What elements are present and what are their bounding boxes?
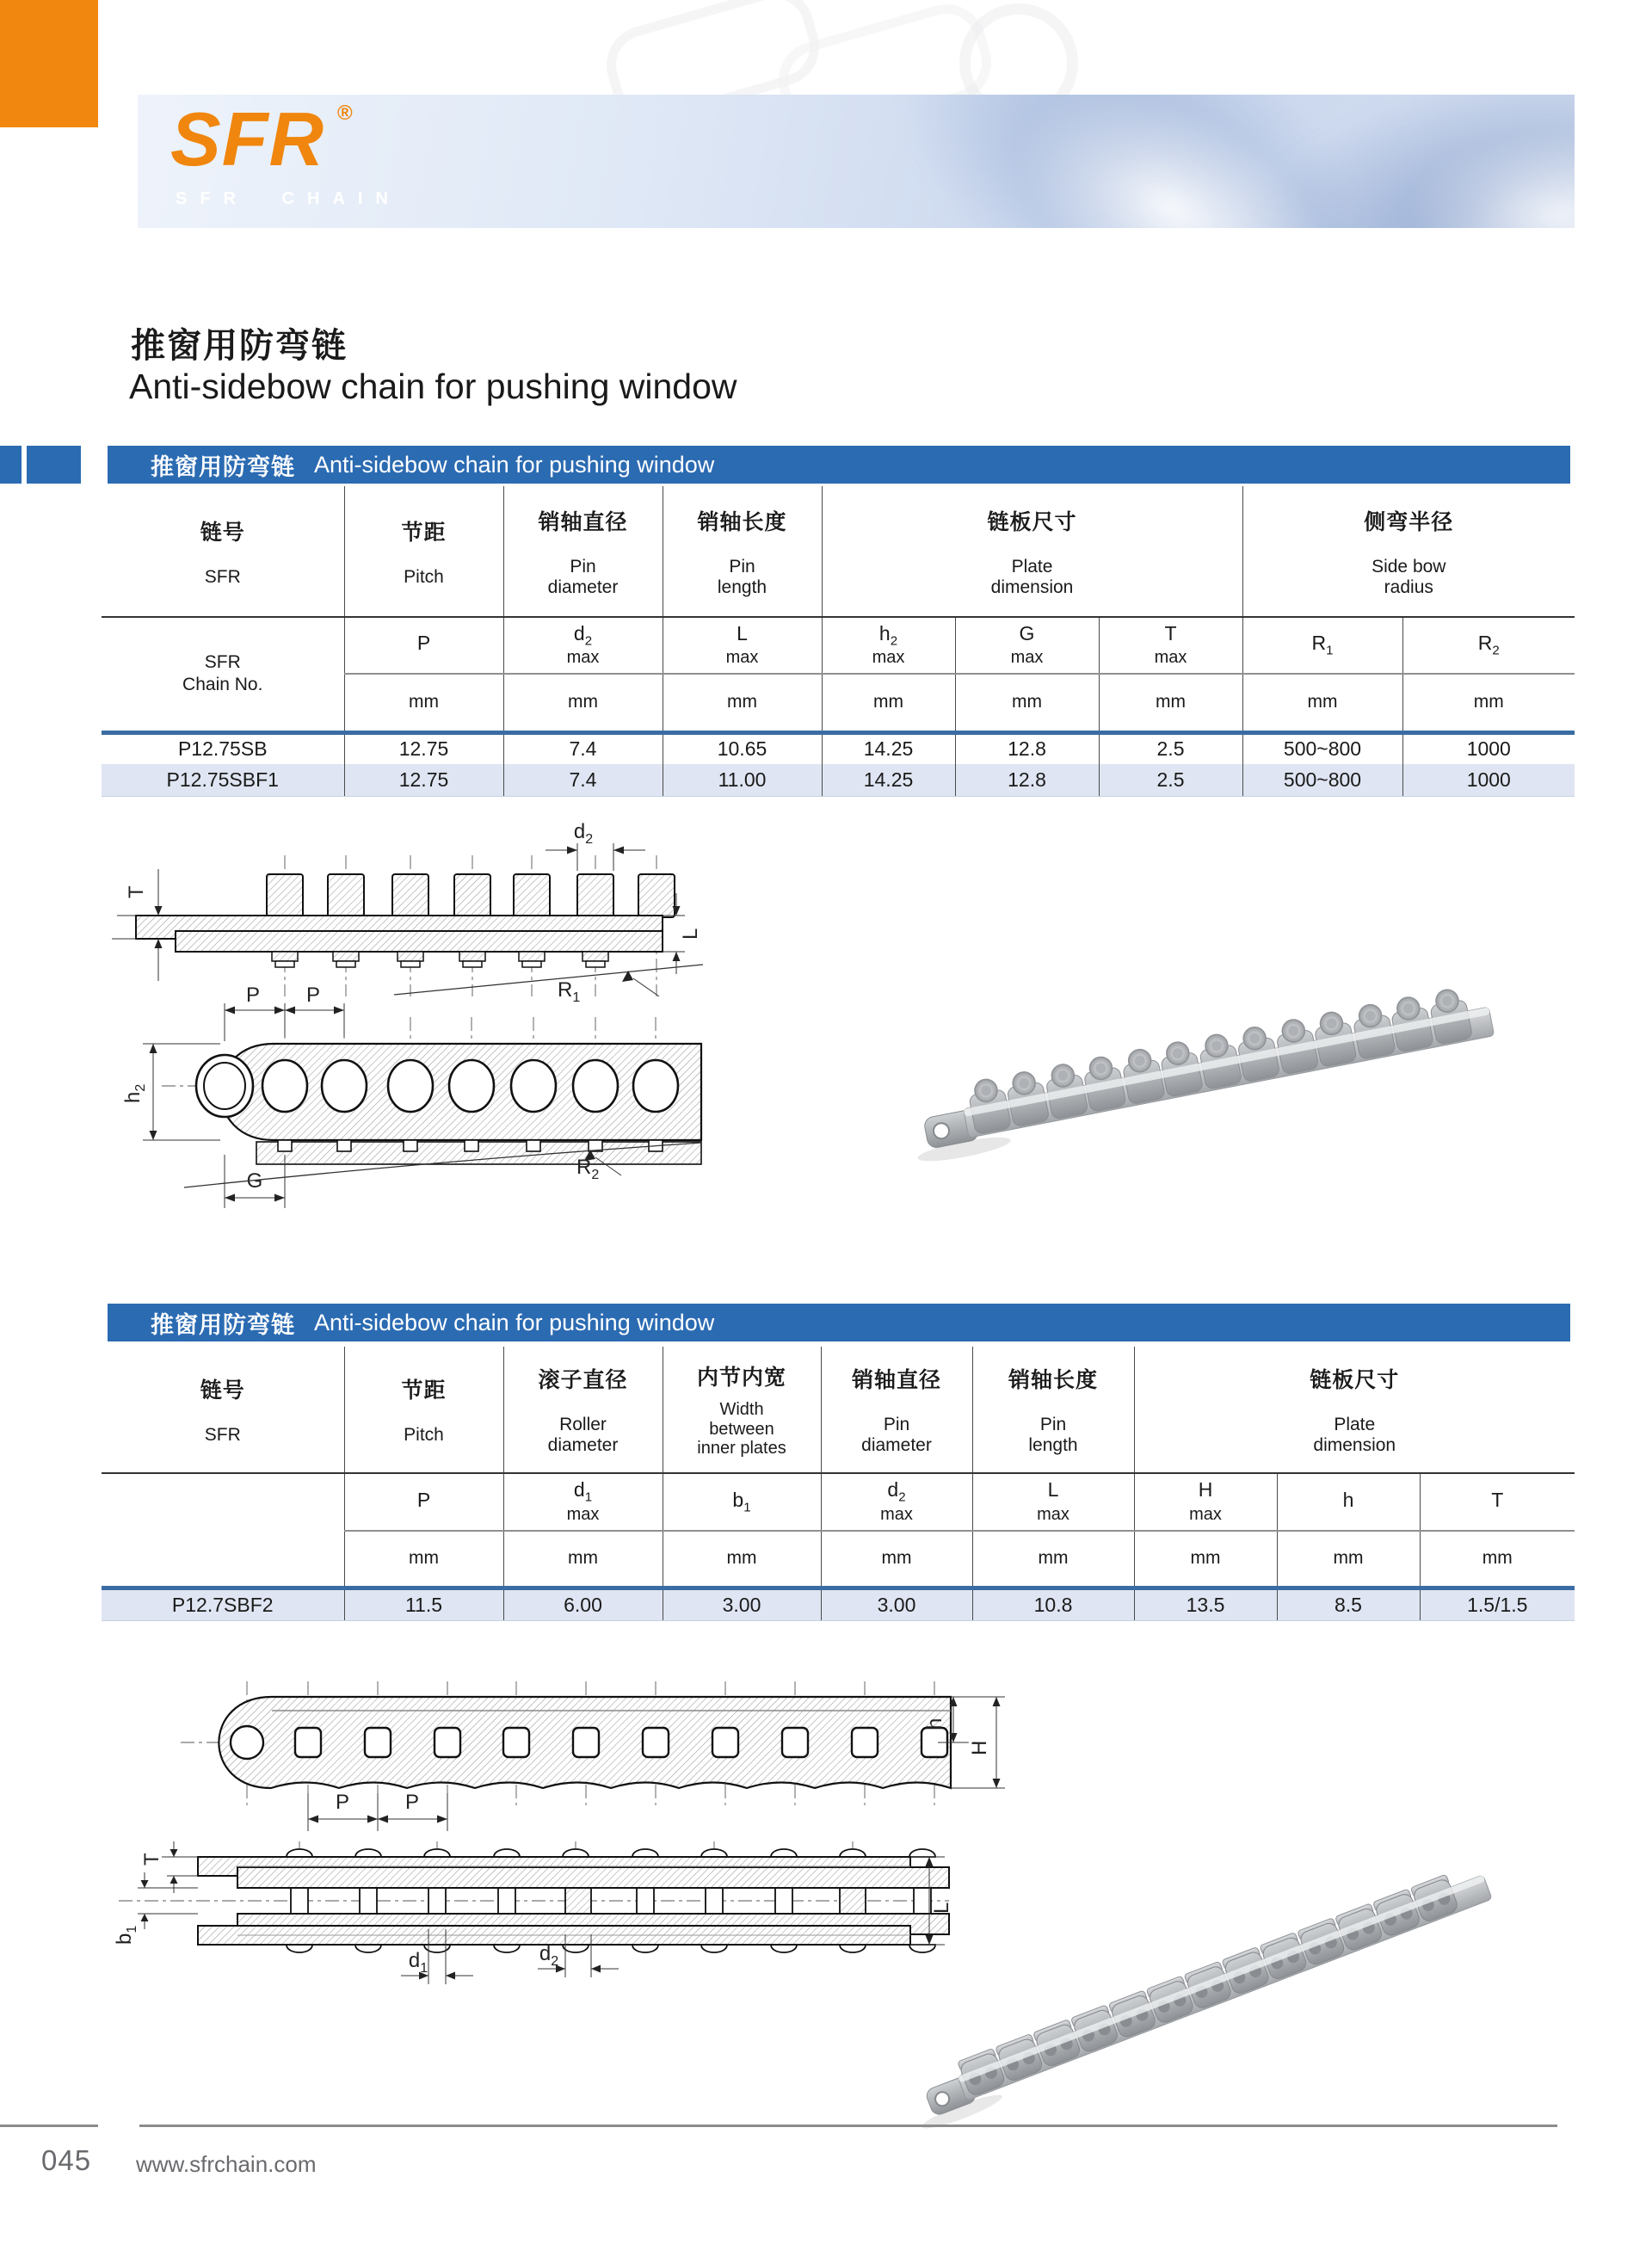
table-row — [102, 764, 1575, 796]
data-cell: 12.75 — [344, 732, 503, 764]
website-url: www.sfrchain.com — [136, 2151, 317, 2177]
data-cell: 1000 — [1402, 764, 1575, 796]
header-cell-pin-diameter: 销轴直径 Pin diameter — [821, 1347, 972, 1473]
data-cell: 7.4 — [503, 732, 663, 764]
registered-symbol: ® — [337, 102, 353, 125]
header-cell-plate-dimension: 链板尺寸 Plate dimension — [822, 486, 1242, 617]
dim-label-R2: $R_2$ — [576, 1156, 600, 1182]
technical-drawing-plan-view-1 — [102, 984, 704, 1224]
unit-cell: mm — [344, 674, 503, 732]
section-square-marker — [27, 446, 81, 484]
symbol-cell-b1: $b_1$ — [663, 1473, 821, 1531]
table-row — [102, 1588, 1575, 1620]
symbol-cell-d2: $d_2$ max — [821, 1473, 972, 1531]
data-cell: 11.5 — [344, 1588, 503, 1620]
dim-label-d2: $d_2$ — [539, 1942, 559, 1969]
chain-no-label-cell — [102, 1473, 344, 1588]
unit-cell: mm — [1134, 1531, 1277, 1588]
unit-cell: mm — [955, 674, 1099, 732]
chain-no-label-cell: SFR Chain No. — [102, 617, 344, 732]
symbol-cell-T: T max — [1099, 617, 1242, 674]
data-cell: 8.5 — [1277, 1588, 1420, 1620]
table-symbol-row — [102, 617, 1575, 674]
table-row — [102, 732, 1575, 764]
header-cell-pin-length: 销轴长度 Pin length — [972, 1347, 1134, 1473]
header-cell-pitch: 节距 Pitch — [344, 1347, 503, 1473]
data-cell: 500~800 — [1242, 764, 1402, 796]
unit-cell: mm — [822, 674, 955, 732]
unit-cell: mm — [1420, 1531, 1575, 1588]
technical-drawing-side-view-2 — [102, 1840, 962, 2003]
data-cell: 6.00 — [503, 1588, 663, 1620]
section-title-en: Anti-sidebow chain for pushing window — [314, 451, 715, 478]
table-symbol-row — [102, 1473, 1575, 1531]
header-cell-plate-dimension: 链板尺寸 Plate dimension — [1134, 1347, 1575, 1473]
header-cell-pin-length: 销轴长度 Pin length — [663, 486, 822, 617]
product-photo-chain-1 — [925, 990, 1527, 1153]
header-cell-roller-diameter: 滚子直径 Roller diameter — [503, 1347, 663, 1473]
section-header-bar-1 — [108, 446, 1570, 484]
section-title-zh: 推窗用防弯链 — [151, 1311, 295, 1338]
section-header-bar-2 — [108, 1304, 1570, 1341]
unit-cell: mm — [972, 1531, 1134, 1588]
dim-label-L: L — [930, 1902, 953, 1914]
unit-cell: mm — [344, 1531, 503, 1588]
unit-cell: mm — [821, 1531, 972, 1588]
spec-table-2 — [102, 1347, 1575, 1621]
dim-label-h2: $h_2$ — [121, 1083, 148, 1103]
dim-label-L: L — [679, 928, 702, 940]
unit-cell: mm — [503, 1531, 663, 1588]
page-title-zh: 推窗用防弯链 — [131, 327, 348, 365]
data-cell: 13.5 — [1134, 1588, 1277, 1620]
dim-label-d1: $d_1$ — [408, 1949, 428, 1976]
unit-cell: mm — [663, 1531, 821, 1588]
data-cell: 10.65 — [663, 732, 822, 764]
header-cell-inner-width: 内节内宽 Width between inner plates — [663, 1347, 821, 1473]
section-title-zh: 推窗用防弯链 — [151, 453, 295, 480]
section-title-en: Anti-sidebow chain for pushing window — [314, 1309, 715, 1335]
data-cell: 14.25 — [822, 764, 955, 796]
brand-logo: SFR — [170, 96, 324, 182]
symbol-cell-h: h — [1277, 1473, 1420, 1531]
dim-label-h: h — [923, 1718, 946, 1730]
symbol-cell-h2: $h_2$ max — [822, 617, 955, 674]
unit-cell: mm — [1099, 674, 1242, 732]
dim-label-T: T — [140, 1853, 163, 1866]
symbol-cell-d2: $d_2$ max — [503, 617, 663, 674]
symbol-cell-L: L max — [663, 617, 822, 674]
data-cell: P12.75SB — [177, 737, 268, 761]
data-cell: 14.25 — [822, 732, 955, 764]
header-cell-chain-no: 链号 SFR — [102, 486, 344, 617]
brand-color-block — [0, 0, 98, 127]
page-number: 045 — [41, 2144, 92, 2176]
header-cell-pin-diameter: 销轴直径 Pin diameter — [503, 486, 663, 617]
header-cell-pitch: 节距 Pitch — [344, 486, 503, 617]
dim-label-G: G — [246, 1169, 263, 1193]
brand-tagline: SFR CHAIN — [176, 189, 401, 208]
footer-rule — [0, 2125, 98, 2127]
data-cell: 7.4 — [503, 764, 663, 796]
header-cell-chain-no: 链号 SFR — [102, 1347, 344, 1473]
symbol-cell-T: T — [1420, 1473, 1575, 1531]
symbol-cell-G: G max — [955, 617, 1099, 674]
unit-cell: mm — [1277, 1531, 1420, 1588]
dim-label-T: T — [125, 885, 148, 898]
data-cell: 2.5 — [1099, 764, 1242, 796]
dim-label-H: H — [968, 1740, 991, 1755]
header-cell-side-bow-radius: 侧弯半径 Side bow radius — [1242, 486, 1575, 617]
dim-label-R1: $R_1$ — [558, 978, 581, 1005]
data-cell: 2.5 — [1099, 732, 1242, 764]
section-edge-marker — [0, 446, 22, 484]
symbol-cell-L: L max — [972, 1473, 1134, 1531]
dim-label-P: P — [305, 984, 321, 1007]
spec-table-1 — [102, 486, 1575, 797]
footer-rule — [139, 2125, 1557, 2127]
unit-cell: mm — [1242, 674, 1402, 732]
dim-label-P: P — [245, 984, 261, 1007]
data-cell: P12.7SBF2 — [102, 1588, 344, 1620]
table-header-row — [102, 486, 1575, 617]
data-cell: 12.8 — [955, 764, 1099, 796]
symbol-cell-d1: $d_1$ max — [503, 1473, 663, 1531]
data-cell: 10.8 — [972, 1588, 1134, 1620]
dim-label-P: P — [404, 1791, 420, 1814]
unit-cell: mm — [503, 674, 663, 732]
data-cell: P12.75SBF1 — [102, 764, 344, 796]
technical-drawing-side-view-1 — [102, 820, 704, 1009]
product-photo-chain-2 — [925, 1859, 1527, 2134]
unit-cell: mm — [1402, 674, 1575, 732]
dim-label-P: P — [335, 1791, 350, 1814]
symbol-cell-R1: $R_1$ — [1242, 617, 1402, 674]
data-cell: 1.5/1.5 — [1420, 1588, 1575, 1620]
data-cell: 12.8 — [955, 732, 1099, 764]
symbol-cell-R2: $R_2$ — [1402, 617, 1575, 674]
page-title-en: Anti-sidebow chain for pushing window — [129, 367, 737, 406]
data-cell: 3.00 — [821, 1588, 972, 1620]
dim-label-d2: $d_2$ — [573, 820, 594, 847]
symbol-cell-P: P — [344, 1473, 503, 1531]
data-cell: 500~800 — [1242, 732, 1402, 764]
data-cell: 1000 — [1402, 732, 1575, 764]
data-cell: 12.75 — [344, 764, 503, 796]
table-header-row — [102, 1347, 1575, 1473]
dim-label-b1: $b_1$ — [113, 1925, 139, 1945]
data-cell: 3.00 — [663, 1588, 821, 1620]
symbol-cell-P: P — [344, 617, 503, 674]
unit-cell: mm — [663, 674, 822, 732]
technical-drawing-plan-view-2 — [129, 1676, 1024, 1848]
data-cell: 11.00 — [663, 764, 822, 796]
symbol-cell-H: H max — [1134, 1473, 1277, 1531]
